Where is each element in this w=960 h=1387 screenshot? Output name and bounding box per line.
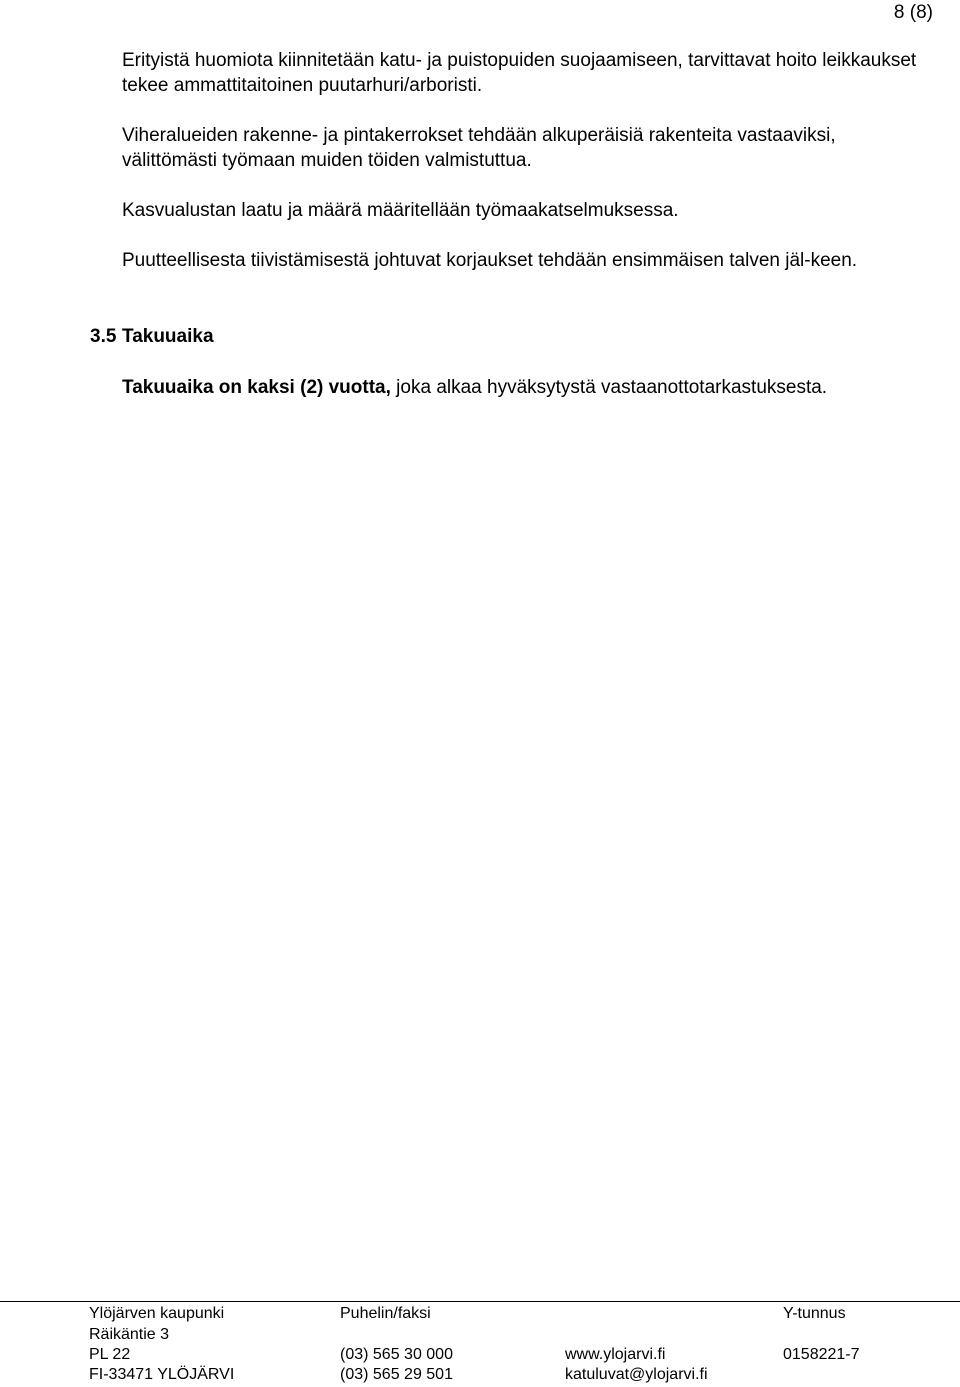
footer-postal: FI-33471 YLÖJÄRVI (89, 1366, 235, 1383)
paragraph-green-area-layers: Viheralueiden rakenne- ja pintakerrokset tehdään alkuperäisiä rakenteita vastaaviksi, välittömästi työmaan muiden töiden valmistuttua. (122, 125, 836, 171)
footer-email-link[interactable]: katuluvat@ylojarvi.fi (565, 1366, 708, 1383)
section-title: Takuuaika (122, 326, 214, 347)
section-number: 3.5 (90, 326, 117, 347)
footer-phone: (03) 565 30 000 (340, 1346, 453, 1363)
footer-street: Räikäntie 3 (89, 1326, 170, 1343)
footer-business-id-label: Y-tunnus (783, 1305, 846, 1322)
footer-website-link[interactable]: www.ylojarvi.fi (565, 1346, 666, 1363)
footer-fax: (03) 565 29 501 (340, 1366, 453, 1383)
paragraph-tree-protection: Erityistä huomiota kiinnitetään katu- ja puistopuiden suojaamiseen, tarvittavat hoito leikkaukset tekee ammattitaitoinen puutarhuri/arboristi. (122, 50, 917, 96)
footer-divider (0, 1301, 960, 1302)
page-number: 8 (8) (893, 2, 933, 23)
paragraph-warranty (122, 375, 922, 400)
warranty-bold-text: Takuuaika on kaksi (2) vuotta, (122, 377, 391, 398)
footer-po-box: PL 22 (89, 1346, 131, 1363)
footer-phone-label: Puhelin/faksi (340, 1305, 431, 1322)
footer-organization: Ylöjärven kaupunki (89, 1305, 225, 1322)
paragraph-compaction-repairs: Puutteellisesta tiivistämisestä johtuvat korjaukset tehdään ensimmäisen talven jäl-keen. (122, 250, 858, 271)
paragraph-growth-medium: Kasvualustan laatu ja määrä määritellään työmaakatselmuksessa. (122, 200, 679, 221)
warranty-rest-text: joka alkaa hyväksytystä vastaanottotarkastuksesta. (390, 377, 828, 398)
footer-business-id: 0158221-7 (783, 1346, 860, 1363)
